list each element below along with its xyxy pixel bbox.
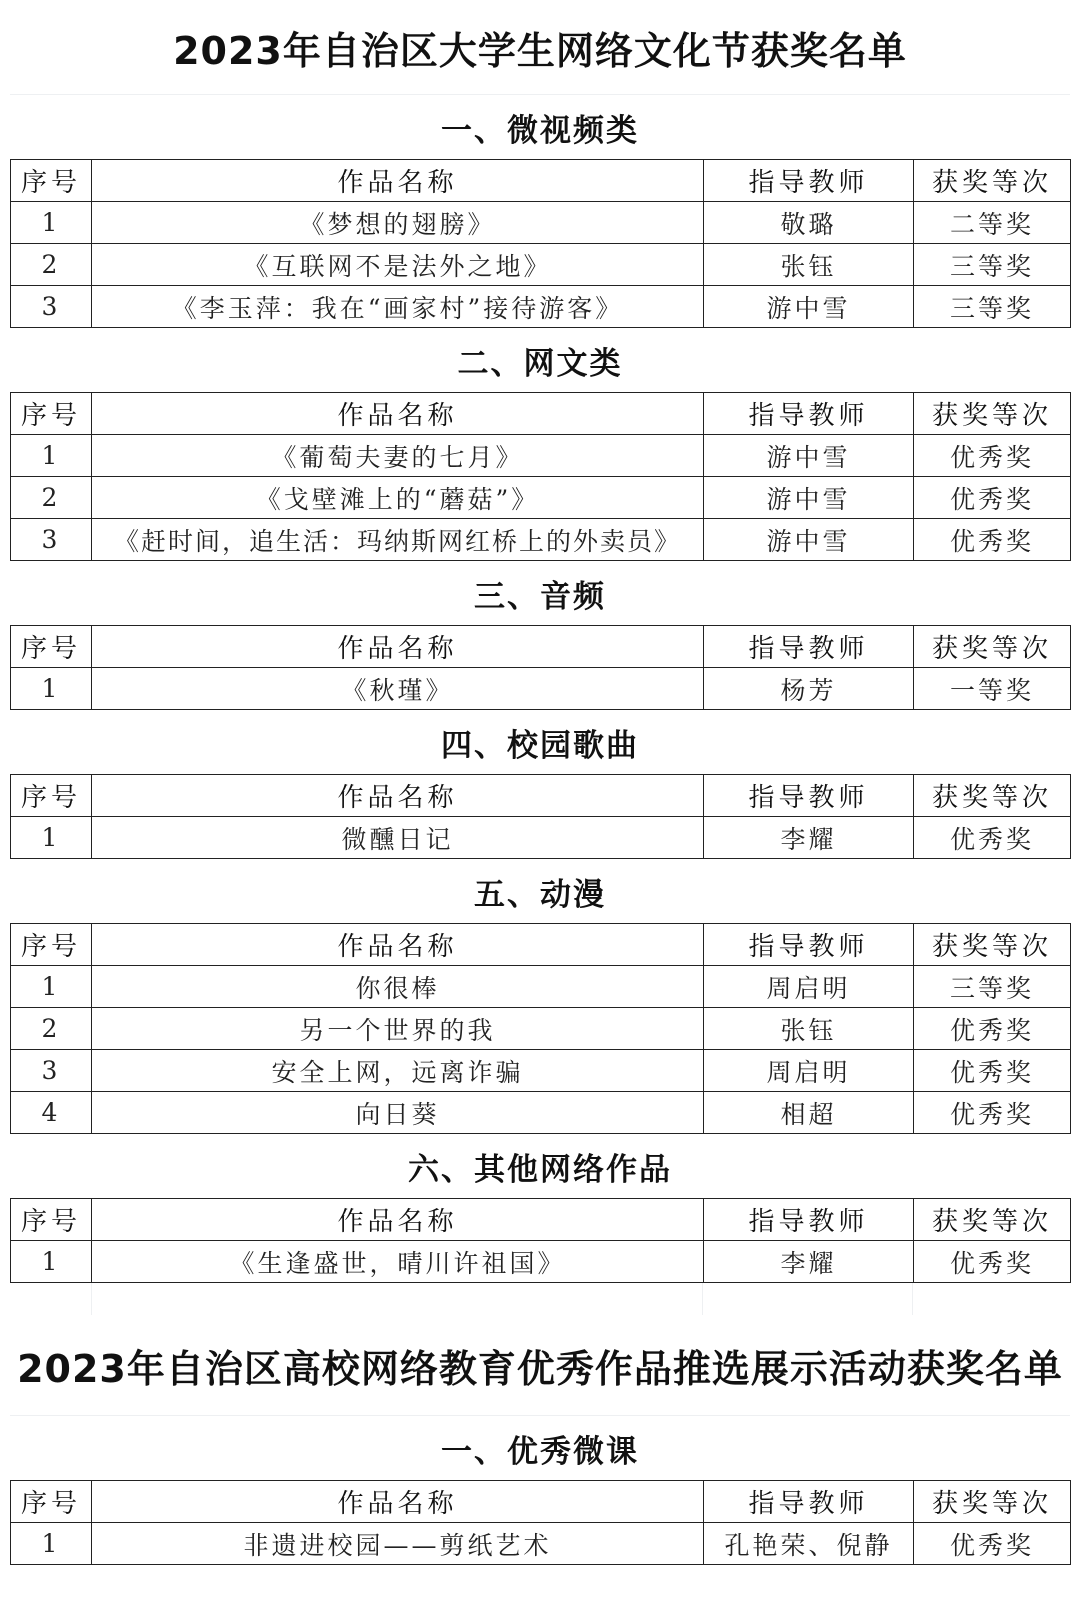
section-title: 四、校园歌曲 (441, 727, 639, 764)
award-table (10, 1480, 1071, 1565)
table-header-row (11, 775, 1071, 817)
header-award: 获奖等次 (914, 393, 1071, 435)
cell-name: 另一个世界的我 (92, 1008, 704, 1050)
cell-award: 优秀奖 (914, 1092, 1071, 1134)
cell-teacher: 李耀 (704, 1241, 914, 1283)
cell-name: 向日葵 (92, 1092, 704, 1134)
table-row (11, 1241, 1071, 1283)
award-table (10, 392, 1071, 561)
header-teacher: 指导教师 (704, 1199, 914, 1241)
cell-award: 优秀奖 (914, 519, 1071, 561)
cell-index: 1 (11, 966, 92, 1008)
cell-index: 2 (11, 1008, 92, 1050)
main-title: 2023年自治区大学生网络文化节获奖名单 (10, 0, 1070, 95)
cell-name: 你很棒 (92, 966, 704, 1008)
cell-name: 《梦想的翅膀》 (92, 202, 704, 244)
header-name: 作品名称 (92, 775, 704, 817)
header-award: 获奖等次 (914, 160, 1071, 202)
table-header-row (11, 1481, 1071, 1523)
header-index: 序号 (11, 775, 92, 817)
header-teacher: 指导教师 (704, 393, 914, 435)
table-header-row (11, 626, 1071, 668)
cell-name: 《李玉萍：我在“画家村”接待游客》 (92, 286, 704, 328)
header-index: 序号 (11, 924, 92, 966)
cell-index: 3 (11, 1050, 92, 1092)
cell-teacher: 李耀 (704, 817, 914, 859)
cell-award: 三等奖 (914, 244, 1071, 286)
table-row (11, 244, 1071, 286)
section-title: 一、优秀微课 (441, 1433, 639, 1470)
header-award: 获奖等次 (914, 775, 1071, 817)
section-title: 一、微视频类 (441, 112, 639, 149)
header-index: 序号 (11, 626, 92, 668)
cell-name: 非遗进校园——剪纸艺术 (92, 1523, 704, 1565)
header-name: 作品名称 (92, 626, 704, 668)
section-title: 三、音频 (474, 578, 606, 615)
cell-index: 2 (11, 477, 92, 519)
table-row (11, 1523, 1071, 1565)
cell-name: 《赶时间，追生活：玛纳斯网红桥上的外卖员》 (92, 519, 704, 561)
cell-teacher: 敬璐 (704, 202, 914, 244)
cell-name: 《秋瑾》 (92, 668, 704, 710)
cell-index: 4 (11, 1092, 92, 1134)
cell-award: 一等奖 (914, 668, 1071, 710)
cell-index: 1 (11, 1523, 92, 1565)
header-teacher: 指导教师 (704, 626, 914, 668)
section-title: 二、网文类 (457, 345, 623, 382)
cell-index: 1 (11, 1241, 92, 1283)
header-name: 作品名称 (92, 393, 704, 435)
header-teacher: 指导教师 (704, 924, 914, 966)
award-table (10, 159, 1071, 328)
cell-award: 二等奖 (914, 202, 1071, 244)
cell-name: 《生逢盛世，晴川许祖国》 (92, 1241, 704, 1283)
table-row (11, 668, 1071, 710)
cell-index: 2 (11, 244, 92, 286)
cell-index: 1 (11, 668, 92, 710)
cell-name: 安全上网，远离诈骗 (92, 1050, 704, 1092)
table-row (11, 1008, 1071, 1050)
cell-teacher: 杨芳 (704, 668, 914, 710)
cell-award: 三等奖 (914, 966, 1071, 1008)
table-row (11, 286, 1071, 328)
cell-teacher: 游中雪 (704, 477, 914, 519)
table-row (11, 966, 1071, 1008)
header-award: 获奖等次 (914, 1481, 1071, 1523)
cell-award: 三等奖 (914, 286, 1071, 328)
cell-teacher: 孔艳荣、倪静 (704, 1523, 914, 1565)
cell-teacher: 游中雪 (704, 435, 914, 477)
header-index: 序号 (11, 160, 92, 202)
table-row (11, 477, 1071, 519)
cell-teacher: 张钰 (704, 1008, 914, 1050)
table-header-row (11, 924, 1071, 966)
table-header-row (11, 393, 1071, 435)
header-award: 获奖等次 (914, 924, 1071, 966)
cell-award: 优秀奖 (914, 817, 1071, 859)
table-row (11, 435, 1071, 477)
header-award: 获奖等次 (914, 1199, 1071, 1241)
award-table (10, 774, 1071, 859)
header-name: 作品名称 (92, 160, 704, 202)
cell-teacher: 周启明 (704, 966, 914, 1008)
cell-index: 1 (11, 202, 92, 244)
header-index: 序号 (11, 1481, 92, 1523)
spacer (10, 1283, 1070, 1315)
cell-award: 优秀奖 (914, 1008, 1071, 1050)
cell-award: 优秀奖 (914, 1050, 1071, 1092)
table-header-row (11, 160, 1071, 202)
cell-teacher: 游中雪 (704, 286, 914, 328)
cell-index: 3 (11, 519, 92, 561)
award-table (10, 923, 1071, 1134)
table-row (11, 519, 1071, 561)
table-row (11, 202, 1071, 244)
cell-name: 微醺日记 (92, 817, 704, 859)
table-row (11, 1092, 1071, 1134)
main-title: 2023年自治区高校网络教育优秀作品推选展示活动获奖名单 (10, 1315, 1070, 1416)
table-row (11, 817, 1071, 859)
section-title: 六、其他网络作品 (408, 1151, 672, 1188)
cell-award: 优秀奖 (914, 477, 1071, 519)
header-teacher: 指导教师 (704, 1481, 914, 1523)
cell-index: 1 (11, 435, 92, 477)
cell-teacher: 张钰 (704, 244, 914, 286)
cell-award: 优秀奖 (914, 1241, 1071, 1283)
cell-index: 3 (11, 286, 92, 328)
cell-award: 优秀奖 (914, 1523, 1071, 1565)
cell-name: 《互联网不是法外之地》 (92, 244, 704, 286)
header-teacher: 指导教师 (704, 775, 914, 817)
table-header-row (11, 1199, 1071, 1241)
header-award: 获奖等次 (914, 626, 1071, 668)
award-table (10, 625, 1071, 710)
cell-index: 1 (11, 817, 92, 859)
header-index: 序号 (11, 393, 92, 435)
award-table (10, 1198, 1071, 1283)
header-name: 作品名称 (92, 1199, 704, 1241)
cell-award: 优秀奖 (914, 435, 1071, 477)
award-list-page (10, 0, 1070, 1565)
cell-teacher: 游中雪 (704, 519, 914, 561)
table-row (11, 1050, 1071, 1092)
cell-teacher: 相超 (704, 1092, 914, 1134)
header-name: 作品名称 (92, 924, 704, 966)
cell-teacher: 周启明 (704, 1050, 914, 1092)
header-teacher: 指导教师 (704, 160, 914, 202)
cell-name: 《戈壁滩上的“蘑菇”》 (92, 477, 704, 519)
section-title: 五、动漫 (474, 876, 606, 913)
cell-name: 《葡萄夫妻的七月》 (92, 435, 704, 477)
header-name: 作品名称 (92, 1481, 704, 1523)
header-index: 序号 (11, 1199, 92, 1241)
